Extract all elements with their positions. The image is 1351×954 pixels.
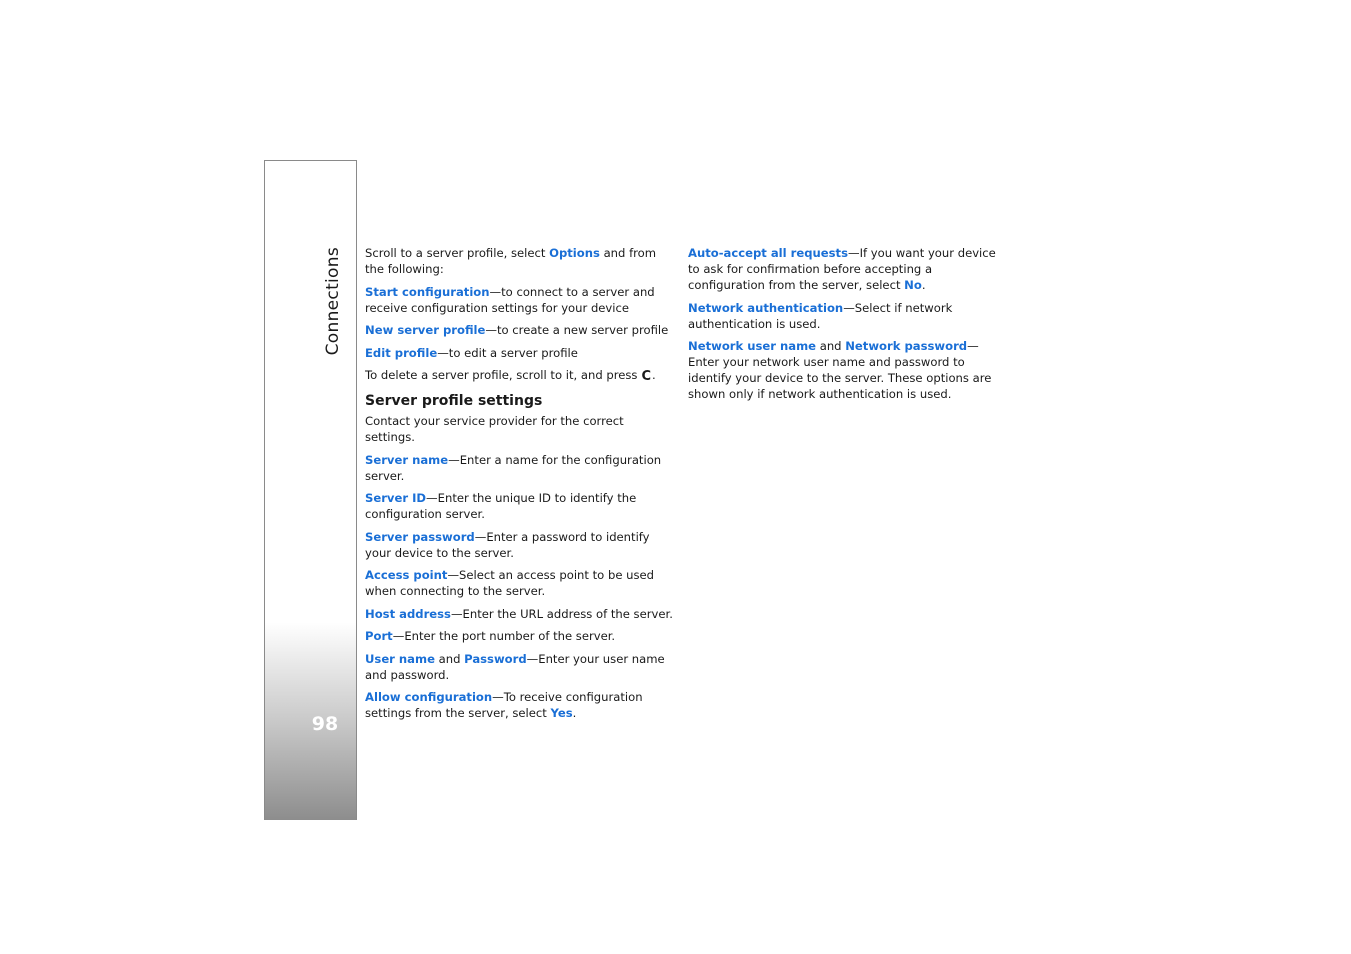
- section-title: Connections: [323, 247, 343, 356]
- delete-instruction: To delete a server profile, scroll to it, and press C.: [365, 368, 656, 384]
- setting-network-authentication: Network authentication—Select if network authentication is used.: [688, 300, 953, 331]
- page-number: 98: [311, 713, 339, 735]
- right-column: [688, 245, 1000, 409]
- intro-paragraph: Scroll to a server profile, select Options and from the following:: [365, 246, 657, 276]
- clear-key-icon: C: [641, 369, 652, 384]
- heading-server-profile-settings: Server profile settings: [365, 393, 543, 409]
- setting-server-name: Server name—Enter a name for the configuration server.: [365, 452, 662, 483]
- option-start-configuration: Start configuration—to connect to a server and receive configuration settings for your device: [365, 284, 655, 315]
- setting-auto-accept: Auto-accept all requests—If you want your device to ask for confirmation before accepting a configuration from the server, select No.: [688, 246, 996, 292]
- setting-server-password: Server password—Enter a password to identify your device to the server.: [365, 529, 650, 560]
- sidebar-tab: [264, 160, 357, 820]
- setting-allow-configuration: Allow configuration—To receive configuration settings from the server, select Yes.: [365, 690, 643, 720]
- left-column: [365, 245, 675, 728]
- contact-note: Contact your service provider for the correct settings.: [365, 414, 624, 444]
- setting-network-user-password: Network user name and Network password—Enter your network user name and password to identify your device to the server. These options are shown only if network authentication is used.: [688, 339, 992, 401]
- setting-host-address: Host address—Enter the URL address of the server.: [365, 606, 673, 621]
- menu-term-options: Options: [549, 246, 600, 260]
- option-edit-profile: Edit profile—to edit a server profile: [365, 345, 578, 360]
- setting-port: Port—Enter the port number of the server.: [365, 629, 616, 643]
- option-new-server-profile: New server profile—to create a new server profile: [365, 323, 669, 337]
- setting-access-point: Access point—Select an access point to be used when connecting to the server.: [365, 568, 655, 598]
- setting-user-name-password: User name and Password—Enter your user name and password.: [365, 651, 665, 682]
- setting-server-id: Server ID—Enter the unique ID to identify the configuration server.: [365, 491, 637, 521]
